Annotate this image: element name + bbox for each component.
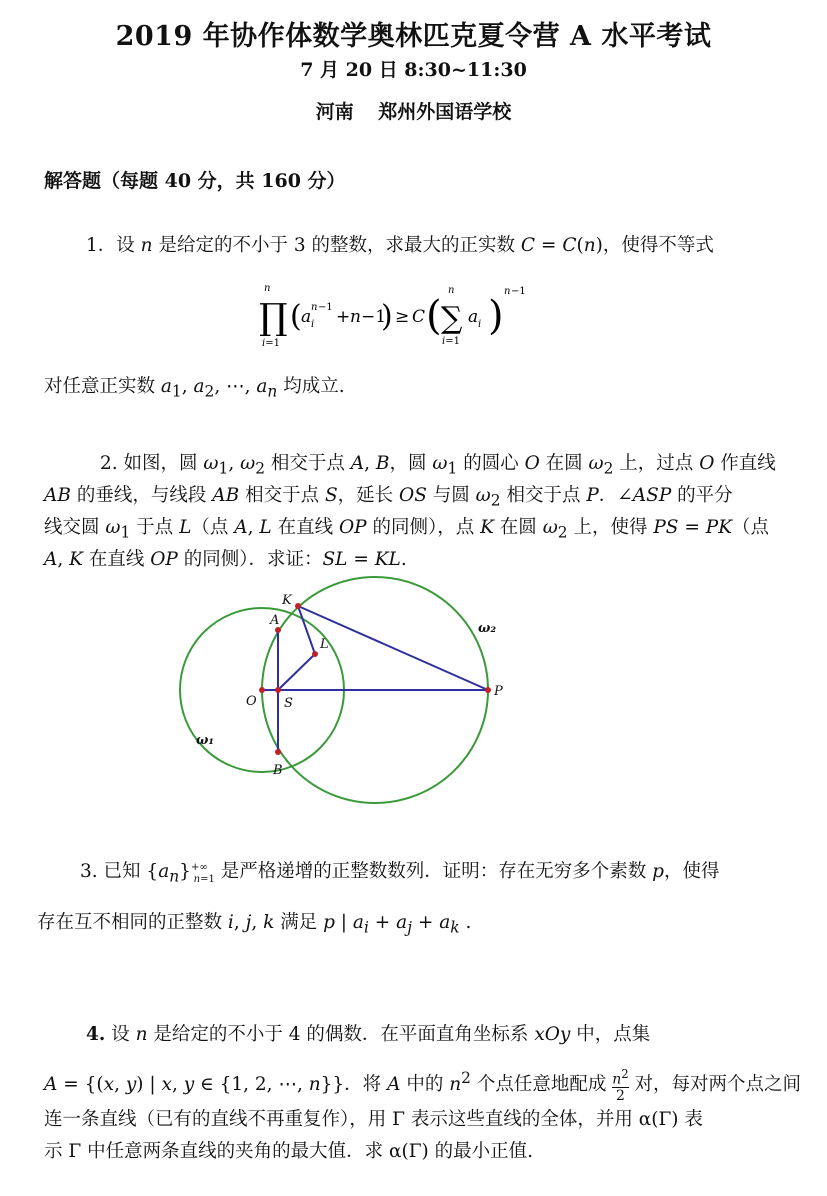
problem-4-line-1: 4. 设 n 是给定的不小于 4 的偶数．在平面直角坐标系 xOy 中，点集 (86, 1024, 651, 1045)
label-s: S (284, 696, 293, 711)
circles-figure (192, 590, 522, 790)
point-o (259, 687, 265, 693)
svg-text:∑: ∑ (440, 301, 462, 336)
svg-text:(: ( (425, 293, 442, 339)
problem-2-line-2: AB 的垂线，与线段 AB 相交于点 S，延长 OS 与圆 $\omega_2$ 相交于点 P．∠ASP 的平分 (44, 485, 733, 510)
problem-1-formula (0, 282, 827, 352)
problem-3-line-2: 存在互不相同的正整数 i, j, k 满足 p | $a_i + a_j + a_k$ . (37, 912, 472, 937)
label-omega-2: ω₂ (478, 621, 497, 636)
problem-2-number: 2. (100, 453, 118, 474)
svg-text:−1: −1 (360, 307, 386, 327)
svg-text:(: ( (289, 299, 302, 334)
svg-text:≥: ≥ (394, 307, 409, 327)
svg-text:−1: −1 (317, 302, 333, 313)
svg-text:i: i (310, 319, 314, 330)
problem-2-line-4: A, K 在直线 OP 的同侧）．求证：SL = KL. (44, 549, 407, 570)
problem-1-condition: 对任意正实数 $a_1$, $a_2$, ⋯, $a_n$ 均成立. (44, 376, 345, 401)
label-o: O (246, 694, 257, 709)
svg-text:−1: −1 (510, 286, 526, 297)
svg-text:n: n (503, 286, 510, 297)
label-b: B (273, 763, 283, 778)
section-heading: 解答题（每题 40 分，共 160 分） (44, 170, 346, 192)
problem-2-line-1: 2. 如图，圆 $\omega_1$, $\omega_2$ 相交于点 A, B，圆 $\omega_1$ 的圆心 O 在圆 $\omega_2$ 上，过点 O 作直线 (100, 453, 776, 478)
exam-location: 河南 郑州外国语学校 (315, 101, 512, 123)
exam-date: 7 月 20 日 8:30~11:30 (300, 59, 527, 81)
problem-2-line-3: 线交圆 $\omega_1$ 于点 L（点 A, L 在直线 OP 的同侧），点 K 在圆 $\omega_2$ 上，使得 PS = PK（点 (44, 517, 770, 542)
label-k: K (282, 593, 292, 608)
problem-4-line-3: 连一条直线（已有的直线不再重复作），用 Γ 表示这些直线的全体，并用 α(Γ) 表 (44, 1109, 703, 1130)
point-s (275, 687, 281, 693)
problem-3-number: 3. (80, 861, 98, 883)
point-p (485, 687, 491, 693)
problem-3-line-1: 3. 已知 $\{a_n\}^{+\infty}_{n=1}$ 是严格递增的正整数数列．证明：存在无穷多个素数 p，使得 (80, 861, 720, 886)
svg-text:n: n (349, 307, 361, 327)
problem-4-line-2: A = {(x, y) | x, y ∈ {1, 2, ⋯, n}}．将 A 中的 $n^2$ 个点任意地配成 $\frac{n^2}{2}$ 对，每对两个点之间 (44, 1066, 802, 1105)
svg-text:n: n (263, 283, 270, 294)
label-a: A (270, 613, 280, 628)
label-l: L (320, 637, 329, 652)
problem-4-number: 4. (86, 1024, 106, 1045)
svg-text:): ) (487, 293, 504, 339)
svg-text:+: + (335, 307, 350, 327)
problem-4-line-4: 示 Γ 中任意两条直线的夹角的最大值．求 α(Γ) 的最小正值. (44, 1141, 534, 1162)
point-b (275, 749, 281, 755)
problem-1-intro: 1．设 n 是给定的不小于 3 的整数，求最大的正实数 C = C(n)，使得不等式 (86, 235, 714, 256)
svg-text:n: n (310, 302, 317, 313)
svg-text:a: a (300, 307, 311, 327)
label-omega-1: ω₁ (196, 733, 215, 748)
svg-text:i=1: i=1 (441, 336, 460, 347)
svg-text:i: i (477, 319, 481, 330)
point-k (295, 603, 301, 609)
geometry-diagram (192, 590, 522, 794)
point-l (312, 651, 318, 657)
svg-text:): ) (380, 299, 393, 334)
svg-text:i=1: i=1 (261, 338, 280, 349)
label-p: P (494, 684, 503, 699)
svg-text:C: C (411, 307, 425, 327)
svg-text:a: a (467, 307, 478, 327)
product-sum-inequality (258, 282, 564, 352)
svg-text:∏: ∏ (258, 297, 288, 338)
segment-sl (278, 654, 315, 690)
problem-1-number: 1． (86, 235, 117, 256)
svg-text:n: n (447, 285, 454, 296)
exam-title: 2019 年协作体数学奥林匹克夏令营 A 水平考试 (115, 21, 712, 52)
